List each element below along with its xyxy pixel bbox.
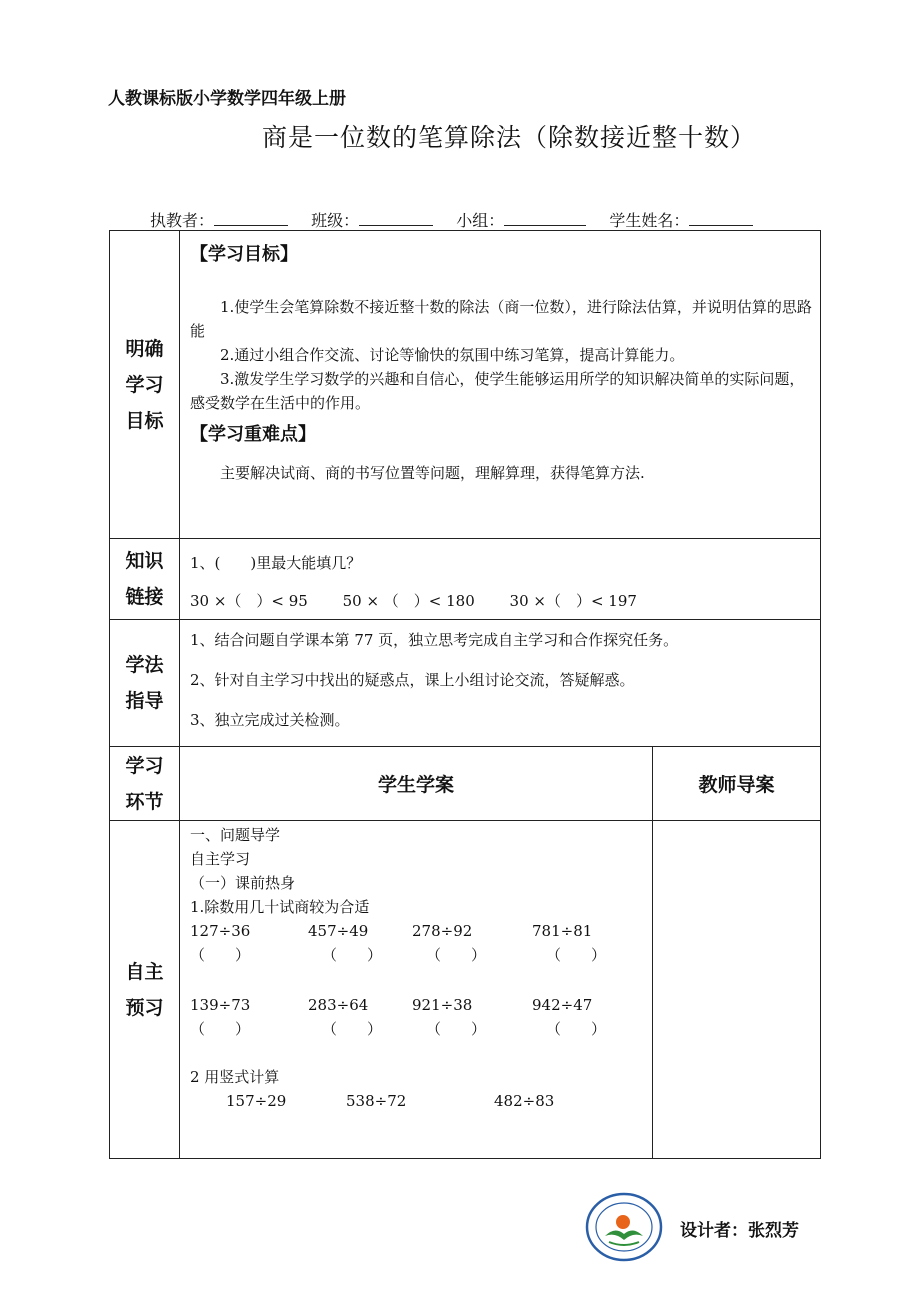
teacher-field[interactable] bbox=[214, 211, 288, 226]
goals-heading: 【学习目标】 bbox=[190, 244, 298, 265]
answer-blank[interactable]: （ ） bbox=[546, 1020, 607, 1038]
knowledge-content bbox=[180, 539, 821, 620]
method-item: 1、结合问题自学课本第 77 页，独立思考完成自主学习和合作探究任务。 bbox=[190, 631, 679, 649]
answer-blanks-row-2 bbox=[190, 1017, 644, 1041]
division-row-1 bbox=[190, 919, 644, 943]
method-content bbox=[180, 620, 821, 747]
preview-row bbox=[110, 821, 821, 1159]
division-item: 781÷81 bbox=[532, 922, 593, 940]
group-label: 小组： bbox=[456, 211, 505, 230]
vertical-calc-row bbox=[190, 1089, 644, 1113]
method-row bbox=[110, 620, 821, 747]
knowledge-side-label: 知识 链接 bbox=[110, 539, 180, 620]
calc-item: 482÷83 bbox=[494, 1092, 555, 1110]
method-item: 2、针对自主学习中找出的疑惑点，课上小组讨论交流，答疑解惑。 bbox=[190, 671, 635, 689]
preview-content bbox=[180, 821, 653, 1159]
goal-item: 3.激发学生学习数学的兴趣和自信心，使学生能够运用所学的知识解决简单的实际问题，感受数学在生活中的作用。 bbox=[190, 370, 805, 412]
goals-content bbox=[180, 231, 821, 539]
key-points-text: 主要解决试商、商的书写位置等问题，理解算理，获得笔算方法. bbox=[220, 464, 645, 482]
division-item: 278÷92 bbox=[412, 922, 473, 940]
teacher-notes-cell bbox=[653, 821, 821, 1159]
preview-side-label: 自主 预习 bbox=[110, 821, 180, 1159]
answer-blank[interactable]: （ ） bbox=[426, 946, 487, 964]
division-item: 283÷64 bbox=[308, 996, 369, 1014]
division-item: 942÷47 bbox=[532, 996, 593, 1014]
goal-item: 1.使学生会笔算除数不接近整十数的除法（商一位数），进行除法估算，并说明估算的思路能 bbox=[190, 298, 812, 340]
school-seal-icon bbox=[585, 1192, 663, 1262]
study-sheet-table bbox=[109, 230, 821, 1159]
calc-item: 157÷29 bbox=[226, 1092, 287, 1110]
answer-blank[interactable]: （ ） bbox=[322, 1020, 383, 1038]
student-label: 学生姓名： bbox=[609, 211, 690, 230]
division-item: 127÷36 bbox=[190, 922, 251, 940]
goals-row bbox=[110, 231, 821, 539]
answer-blanks-row-1 bbox=[190, 943, 644, 967]
designer-credit: 设计者：张烈芳 bbox=[680, 1221, 799, 1241]
calc-item: 538÷72 bbox=[346, 1092, 407, 1110]
column-header-row bbox=[110, 747, 821, 821]
task1-title: 1.除数用几十试商较为合适 bbox=[190, 898, 370, 916]
answer-blank[interactable]: （ ） bbox=[190, 946, 251, 964]
division-row-2 bbox=[190, 993, 644, 1017]
student-field[interactable] bbox=[689, 211, 753, 226]
subsection-title: 自主学习 bbox=[190, 850, 251, 868]
answer-blank[interactable]: （ ） bbox=[322, 946, 383, 964]
part-title: （一）课前热身 bbox=[190, 874, 296, 892]
division-item: 921÷38 bbox=[412, 996, 473, 1014]
info-row bbox=[150, 208, 753, 231]
answer-blank[interactable]: （ ） bbox=[426, 1020, 487, 1038]
division-item: 139÷73 bbox=[190, 996, 251, 1014]
knowledge-row bbox=[110, 539, 821, 620]
group-field[interactable] bbox=[504, 211, 586, 226]
method-item: 3、独立完成过关检测。 bbox=[190, 711, 350, 729]
answer-blank[interactable]: （ ） bbox=[190, 1020, 251, 1038]
key-points-heading: 【学习重难点】 bbox=[190, 424, 316, 445]
class-field[interactable] bbox=[359, 211, 433, 226]
division-item: 457÷49 bbox=[308, 922, 369, 940]
method-side-label: 学法 指导 bbox=[110, 620, 180, 747]
class-label: 班级： bbox=[311, 211, 360, 230]
stage-side-label: 学习 环节 bbox=[110, 747, 180, 821]
task2-title: 2 用竖式计算 bbox=[190, 1068, 280, 1086]
page-title: 商是一位数的笔算除法（除数接近整十数） bbox=[262, 123, 757, 152]
goal-item: 2.通过小组合作交流、讨论等愉快的氛围中练习笔算，提高计算能力。 bbox=[220, 346, 685, 364]
knowledge-exercises: 30 ×（ ）< 95 50 × （ ）< 180 30 ×（ ）< 197 bbox=[190, 592, 637, 610]
teacher-label: 执教者： bbox=[150, 211, 215, 230]
goals-side-label: 明确 学习 目标 bbox=[110, 231, 180, 539]
series-title: 人教课标版小学数学四年级上册 bbox=[108, 89, 346, 109]
knowledge-question: 1、( )里最大能填几？ bbox=[190, 554, 362, 572]
answer-blank[interactable]: （ ） bbox=[546, 946, 607, 964]
teacher-plan-header: 教师导案 bbox=[653, 747, 821, 821]
student-plan-header: 学生学案 bbox=[180, 747, 653, 821]
section-title: 一、问题导学 bbox=[190, 826, 281, 844]
